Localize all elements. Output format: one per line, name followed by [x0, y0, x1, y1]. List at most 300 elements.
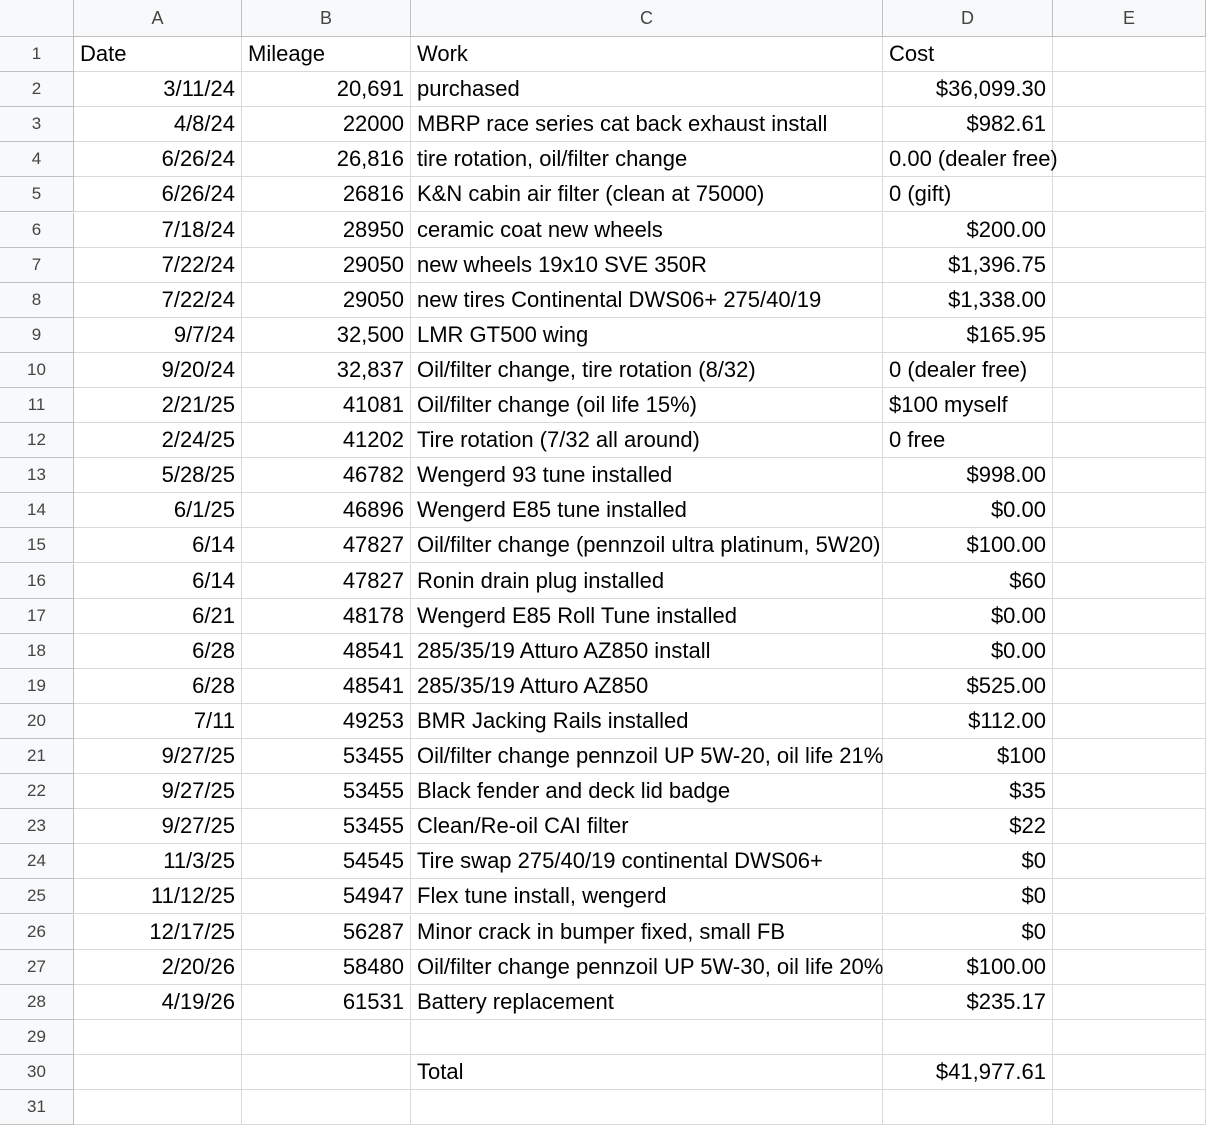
cell-b31[interactable]: [242, 1090, 411, 1125]
cell-value: 26816: [342, 181, 404, 207]
cell-b1[interactable]: [242, 37, 411, 72]
cell-e12[interactable]: [1053, 423, 1206, 458]
cell-a12[interactable]: [74, 423, 242, 458]
cell-d2[interactable]: [883, 72, 1053, 107]
cell-c16[interactable]: [411, 564, 883, 599]
cell-c11[interactable]: [411, 388, 883, 423]
column-header-b[interactable]: B: [242, 0, 411, 37]
cell-c27[interactable]: [411, 950, 883, 985]
cell-value: 285/35/19 Atturo AZ850 install: [417, 637, 711, 663]
column-header-e[interactable]: E: [1053, 0, 1206, 37]
cell-value: Total: [417, 1058, 464, 1084]
cell-value: 41081: [342, 392, 404, 418]
cell-a9[interactable]: [74, 318, 242, 353]
cell-value: $982.61: [966, 111, 1046, 137]
cell-d10[interactable]: [883, 353, 1053, 388]
row-header[interactable]: 24: [0, 844, 74, 879]
cell-a3[interactable]: [74, 107, 242, 142]
cell-b16[interactable]: [242, 564, 411, 599]
cell-value: ceramic coat new wheels: [417, 216, 663, 242]
cell-value: 7/22/24: [161, 286, 235, 312]
cell-e30[interactable]: [1053, 1055, 1206, 1090]
cell-value: 9/27/25: [161, 743, 235, 769]
cell-value: Mileage: [248, 41, 326, 67]
cell-value: $0.00: [990, 637, 1046, 663]
cell-c28[interactable]: [411, 985, 883, 1020]
cell-value: 0 (gift): [889, 181, 952, 207]
row-header[interactable]: 17: [0, 599, 74, 634]
cell-a7[interactable]: [74, 248, 242, 283]
cell-value: Flex tune install, wengerd: [417, 883, 667, 909]
cell-a10[interactable]: [74, 353, 242, 388]
cell-b12[interactable]: [242, 423, 411, 458]
cell-c9[interactable]: [411, 318, 883, 353]
cell-value: $100.00: [966, 532, 1046, 558]
row-header[interactable]: 13: [0, 458, 74, 493]
select-all-corner[interactable]: [0, 0, 74, 37]
cell-value: 4/19/26: [161, 988, 235, 1014]
cell-a23[interactable]: [74, 809, 242, 844]
cell-e14[interactable]: [1053, 493, 1206, 528]
cell-value: $41,977.61: [935, 1058, 1046, 1084]
cell-value: 2/21/25: [161, 392, 235, 418]
cell-value: 6/21: [192, 602, 235, 628]
cell-value: purchased: [417, 76, 520, 102]
cell-value: 47827: [342, 532, 404, 558]
cell-c19[interactable]: [411, 669, 883, 704]
cell-value: Oil/filter change, tire rotation (8/32): [417, 356, 756, 382]
cell-value: $0: [1021, 918, 1046, 944]
cell-c29[interactable]: [411, 1020, 883, 1055]
cell-a1[interactable]: [74, 37, 242, 72]
cell-b10[interactable]: [242, 353, 411, 388]
cell-value: Black fender and deck lid badge: [417, 778, 731, 804]
cell-a26[interactable]: [74, 915, 242, 950]
cell-b4[interactable]: [242, 142, 411, 177]
cell-b27[interactable]: [242, 950, 411, 985]
cell-value: 11/12/25: [150, 883, 235, 909]
cell-value: Tire rotation (7/32 all around): [417, 427, 700, 453]
cell-value: Wengerd 93 tune installed: [417, 462, 673, 488]
cell-d14[interactable]: [883, 493, 1053, 528]
row-header[interactable]: 12: [0, 423, 74, 458]
cell-value: 53455: [342, 743, 404, 769]
cell-d24[interactable]: [883, 844, 1053, 879]
cell-value: 46782: [342, 462, 404, 488]
cell-value: Ronin drain plug installed: [417, 567, 665, 593]
cell-value: 32,837: [336, 356, 404, 382]
cell-a21[interactable]: [74, 739, 242, 774]
cell-c5[interactable]: [411, 177, 883, 212]
cell-value: 2/20/26: [161, 953, 235, 979]
cell-a5[interactable]: [74, 177, 242, 212]
cell-e25[interactable]: [1053, 879, 1206, 914]
cell-value: 20,691: [336, 76, 404, 102]
cell-e28[interactable]: [1053, 985, 1206, 1020]
cell-value: 7/11: [193, 707, 235, 733]
cell-value: 54947: [342, 883, 404, 909]
cell-b15[interactable]: [242, 528, 411, 563]
row-header[interactable]: 27: [0, 950, 74, 985]
cell-value: 32,500: [336, 321, 404, 347]
cell-e19[interactable]: [1053, 669, 1206, 704]
cell-d6[interactable]: [883, 213, 1053, 248]
cell-e23[interactable]: [1053, 809, 1206, 844]
cell-e6[interactable]: [1053, 213, 1206, 248]
row-header[interactable]: 19: [0, 669, 74, 704]
cell-d5[interactable]: [883, 177, 1053, 212]
cell-c23[interactable]: [411, 809, 883, 844]
cell-value: $1,338.00: [948, 286, 1046, 312]
cell-value: Oil/filter change (oil life 15%): [417, 392, 698, 418]
cell-e31[interactable]: [1053, 1090, 1206, 1125]
cell-a8[interactable]: [74, 283, 242, 318]
cell-value: Clean/Re-oil CAI filter: [417, 813, 629, 839]
cell-c2[interactable]: [411, 72, 883, 107]
cell-a15[interactable]: [74, 528, 242, 563]
cell-value: 54545: [342, 848, 404, 874]
cell-a4[interactable]: [74, 142, 242, 177]
cell-value: 49253: [342, 707, 404, 733]
cell-value: 28950: [342, 216, 404, 242]
cell-a17[interactable]: [74, 599, 242, 634]
row-header[interactable]: 4: [0, 142, 74, 177]
cell-value: 9/27/25: [161, 813, 235, 839]
cell-b28[interactable]: [242, 985, 411, 1020]
cell-e29[interactable]: [1053, 1020, 1206, 1055]
cell-b19[interactable]: [242, 669, 411, 704]
row-header[interactable]: 23: [0, 809, 74, 844]
cell-d12[interactable]: [883, 423, 1053, 458]
row-header[interactable]: 20: [0, 704, 74, 739]
row-header[interactable]: 29: [0, 1020, 74, 1055]
cell-b6[interactable]: [242, 213, 411, 248]
cell-d8[interactable]: [883, 283, 1053, 318]
cell-e7[interactable]: [1053, 248, 1206, 283]
cell-c17[interactable]: [411, 599, 883, 634]
cell-e27[interactable]: [1053, 950, 1206, 985]
cell-value: Oil/filter change pennzoil UP 5W-20, oil life 21%: [417, 743, 884, 769]
cell-a11[interactable]: [74, 388, 242, 423]
cell-value: 41202: [342, 427, 404, 453]
cell-value: 53455: [342, 813, 404, 839]
cell-e26[interactable]: [1053, 915, 1206, 950]
cell-value: 48541: [342, 672, 404, 698]
cell-e11[interactable]: [1053, 388, 1206, 423]
row-header[interactable]: 7: [0, 248, 74, 283]
cell-value: 6/14: [192, 532, 235, 558]
cell-value: $22: [1009, 813, 1046, 839]
cell-c1[interactable]: [411, 37, 883, 72]
cell-c15[interactable]: [411, 528, 883, 563]
cell-a14[interactable]: [74, 493, 242, 528]
cell-c22[interactable]: [411, 774, 883, 809]
cell-e17[interactable]: [1053, 599, 1206, 634]
cell-d15[interactable]: [883, 528, 1053, 563]
cell-b24[interactable]: [242, 844, 411, 879]
cell-value: 7/22/24: [161, 251, 235, 277]
cell-value: 9/27/25: [161, 778, 235, 804]
cell-c30[interactable]: [411, 1055, 883, 1090]
cell-c10[interactable]: [411, 353, 883, 388]
cell-e24[interactable]: [1053, 844, 1206, 879]
cell-b26[interactable]: [242, 915, 411, 950]
cell-d18[interactable]: [883, 634, 1053, 669]
cell-c6[interactable]: [411, 213, 883, 248]
row-header[interactable]: 16: [0, 564, 74, 599]
cell-value: 11/3/25: [163, 848, 235, 874]
cell-d22[interactable]: [883, 774, 1053, 809]
cell-b11[interactable]: [242, 388, 411, 423]
cell-value: 48178: [342, 602, 404, 628]
cell-value: 6/14: [192, 567, 235, 593]
cell-b18[interactable]: [242, 634, 411, 669]
cell-a31[interactable]: [74, 1090, 242, 1125]
cell-b14[interactable]: [242, 493, 411, 528]
cell-value: 0.00 (dealer free): [889, 146, 1058, 172]
cell-d26[interactable]: [883, 915, 1053, 950]
row-header[interactable]: 5: [0, 177, 74, 212]
cell-value: $0: [1021, 883, 1046, 909]
cell-d11[interactable]: [883, 388, 1053, 423]
cell-value: $36,099.30: [935, 76, 1046, 102]
cell-value: 26,816: [336, 146, 404, 172]
cell-a13[interactable]: [74, 458, 242, 493]
cell-value: Date: [80, 41, 127, 67]
row-header[interactable]: 3: [0, 107, 74, 142]
cell-e16[interactable]: [1053, 564, 1206, 599]
cell-c7[interactable]: [411, 248, 883, 283]
cell-c13[interactable]: [411, 458, 883, 493]
cell-d3[interactable]: [883, 107, 1053, 142]
cell-e18[interactable]: [1053, 634, 1206, 669]
cell-value: $1,396.75: [948, 251, 1046, 277]
cell-value: 0 (dealer free): [889, 356, 1028, 382]
cell-value: $0.00: [990, 602, 1046, 628]
cell-d30[interactable]: [883, 1055, 1053, 1090]
cell-b7[interactable]: [242, 248, 411, 283]
cell-d19[interactable]: [883, 669, 1053, 704]
cell-value: 58480: [342, 953, 404, 979]
cell-e3[interactable]: [1053, 107, 1206, 142]
cell-value: 6/1/25: [173, 497, 235, 523]
cell-value: 6/26/24: [161, 146, 235, 172]
cell-a30[interactable]: [74, 1055, 242, 1090]
cell-d25[interactable]: [883, 879, 1053, 914]
row-header[interactable]: 15: [0, 528, 74, 563]
cell-d4[interactable]: [883, 142, 1058, 177]
cell-c8[interactable]: [411, 283, 883, 318]
cell-value: $112.00: [968, 707, 1046, 733]
cell-value: 47827: [342, 567, 404, 593]
cell-value: $100 myself: [889, 392, 1008, 418]
row-header[interactable]: 8: [0, 283, 74, 318]
cell-value: 7/18/24: [161, 216, 235, 242]
cell-a16[interactable]: [74, 564, 242, 599]
row-header[interactable]: 6: [0, 213, 74, 248]
cell-value: 0 free: [889, 427, 946, 453]
cell-value: 285/35/19 Atturo AZ850: [417, 672, 649, 698]
cell-value: 48541: [342, 637, 404, 663]
cell-d31[interactable]: [883, 1090, 1053, 1125]
row-header[interactable]: 25: [0, 879, 74, 914]
cell-d1[interactable]: [883, 37, 1053, 72]
row-header[interactable]: 21: [0, 739, 74, 774]
cell-c12[interactable]: [411, 423, 883, 458]
cell-d7[interactable]: [883, 248, 1053, 283]
cell-value: 12/17/25: [149, 918, 235, 944]
cell-value: $0: [1021, 848, 1046, 874]
cell-value: 2/24/25: [161, 427, 235, 453]
cell-value: $60: [1009, 567, 1046, 593]
cell-d27[interactable]: [883, 950, 1053, 985]
cell-d29[interactable]: [883, 1020, 1053, 1055]
cell-value: 46896: [342, 497, 404, 523]
cell-d9[interactable]: [883, 318, 1053, 353]
cell-value: $35: [1009, 778, 1046, 804]
cell-e5[interactable]: [1053, 177, 1206, 212]
cell-b21[interactable]: [242, 739, 411, 774]
cell-value: 9/7/24: [173, 321, 235, 347]
cell-value: Wengerd E85 Roll Tune installed: [417, 602, 738, 628]
cell-a2[interactable]: [74, 72, 242, 107]
cell-a19[interactable]: [74, 669, 242, 704]
row-header[interactable]: 10: [0, 353, 74, 388]
column-header-c[interactable]: C: [411, 0, 883, 37]
cell-d21[interactable]: [883, 739, 1053, 774]
cell-value: K&N cabin air filter (clean at 75000): [417, 181, 765, 207]
cell-b13[interactable]: [242, 458, 411, 493]
cell-b3[interactable]: [242, 107, 411, 142]
cell-value: 61531: [342, 988, 404, 1014]
cell-b29[interactable]: [242, 1020, 411, 1055]
cell-a6[interactable]: [74, 213, 242, 248]
row-header[interactable]: 26: [0, 915, 74, 950]
cell-b8[interactable]: [242, 283, 411, 318]
cell-d28[interactable]: [883, 985, 1053, 1020]
cell-value: LMR GT500 wing: [417, 321, 589, 347]
cell-value: $0.00: [990, 497, 1046, 523]
cell-value: $998.00: [966, 462, 1046, 488]
row-header[interactable]: 31: [0, 1090, 74, 1125]
cell-d16[interactable]: [883, 564, 1053, 599]
cell-value: 29050: [342, 286, 404, 312]
cell-c24[interactable]: [411, 844, 883, 879]
cell-d13[interactable]: [883, 458, 1053, 493]
cell-b25[interactable]: [242, 879, 411, 914]
cell-value: $165.95: [966, 321, 1046, 347]
cell-b23[interactable]: [242, 809, 411, 844]
row-header[interactable]: 1: [0, 37, 74, 72]
cell-b30[interactable]: [242, 1055, 411, 1090]
row-header[interactable]: 30: [0, 1055, 74, 1090]
cell-value: 5/28/25: [161, 462, 235, 488]
cell-e20[interactable]: [1053, 704, 1206, 739]
cell-c21[interactable]: [411, 739, 883, 774]
cell-value: $200.00: [966, 216, 1046, 242]
cell-e9[interactable]: [1053, 318, 1206, 353]
cell-value: $525.00: [966, 672, 1046, 698]
cell-e8[interactable]: [1053, 283, 1206, 318]
cell-c4[interactable]: [411, 142, 883, 177]
cell-c14[interactable]: [411, 493, 883, 528]
cell-a24[interactable]: [74, 844, 242, 879]
cell-value: 56287: [342, 918, 404, 944]
cell-value: Oil/filter change (pennzoil ultra platinum, 5W20): [417, 532, 881, 558]
cell-b9[interactable]: [242, 318, 411, 353]
row-header[interactable]: 9: [0, 318, 74, 353]
cell-e21[interactable]: [1053, 739, 1206, 774]
cell-d20[interactable]: [883, 704, 1053, 739]
cell-c18[interactable]: [411, 634, 883, 669]
cell-value: Cost: [889, 41, 935, 67]
cell-value: 53455: [342, 778, 404, 804]
cell-a28[interactable]: [74, 985, 242, 1020]
cell-value: tire rotation, oil/filter change: [417, 146, 688, 172]
cell-e4[interactable]: [1053, 142, 1206, 177]
cell-value: $100: [997, 743, 1046, 769]
cell-value: 6/28: [192, 672, 235, 698]
cell-c3[interactable]: [411, 107, 883, 142]
cell-b20[interactable]: [242, 704, 411, 739]
cell-value: 4/8/24: [173, 111, 235, 137]
cell-b5[interactable]: [242, 177, 411, 212]
row-header[interactable]: 28: [0, 985, 74, 1020]
cell-e22[interactable]: [1053, 774, 1206, 809]
cell-c20[interactable]: [411, 704, 883, 739]
cell-value: Tire swap 275/40/19 continental DWS06+: [417, 848, 823, 874]
cell-e13[interactable]: [1053, 458, 1206, 493]
cell-value: $100.00: [966, 953, 1046, 979]
cell-d17[interactable]: [883, 599, 1053, 634]
cell-e10[interactable]: [1053, 353, 1206, 388]
row-header[interactable]: 14: [0, 493, 74, 528]
cell-a18[interactable]: [74, 634, 242, 669]
cell-value: 6/28: [192, 637, 235, 663]
column-header-d[interactable]: D: [883, 0, 1053, 37]
cell-value: new wheels 19x10 SVE 350R: [417, 251, 707, 277]
cell-c31[interactable]: [411, 1090, 883, 1125]
cell-d23[interactable]: [883, 809, 1053, 844]
cell-a25[interactable]: [74, 879, 242, 914]
cell-a22[interactable]: [74, 774, 242, 809]
cell-b2[interactable]: [242, 72, 411, 107]
row-header[interactable]: 2: [0, 72, 74, 107]
cell-value: Wengerd E85 tune installed: [417, 497, 687, 523]
cell-a29[interactable]: [74, 1020, 242, 1055]
cell-e15[interactable]: [1053, 528, 1206, 563]
cell-c25[interactable]: [411, 879, 883, 914]
row-header[interactable]: 11: [0, 388, 74, 423]
cell-a20[interactable]: [74, 704, 242, 739]
cell-value: new tires Continental DWS06+ 275/40/19: [417, 286, 822, 312]
cell-c26[interactable]: [411, 915, 883, 950]
row-header[interactable]: 18: [0, 634, 74, 669]
cell-e2[interactable]: [1053, 72, 1206, 107]
cell-value: 3/11/24: [163, 76, 235, 102]
cell-b22[interactable]: [242, 774, 411, 809]
cell-value: 9/20/24: [161, 356, 235, 382]
cell-value: $235.17: [966, 988, 1046, 1014]
cell-value: Battery replacement: [417, 988, 614, 1014]
cell-value: Work: [417, 41, 468, 67]
row-header[interactable]: 22: [0, 774, 74, 809]
cell-value: Minor crack in bumper fixed, small FB: [417, 918, 785, 944]
cell-e1[interactable]: [1053, 37, 1206, 72]
cell-b17[interactable]: [242, 599, 411, 634]
cell-a27[interactable]: [74, 950, 242, 985]
column-header-a[interactable]: A: [74, 0, 242, 37]
